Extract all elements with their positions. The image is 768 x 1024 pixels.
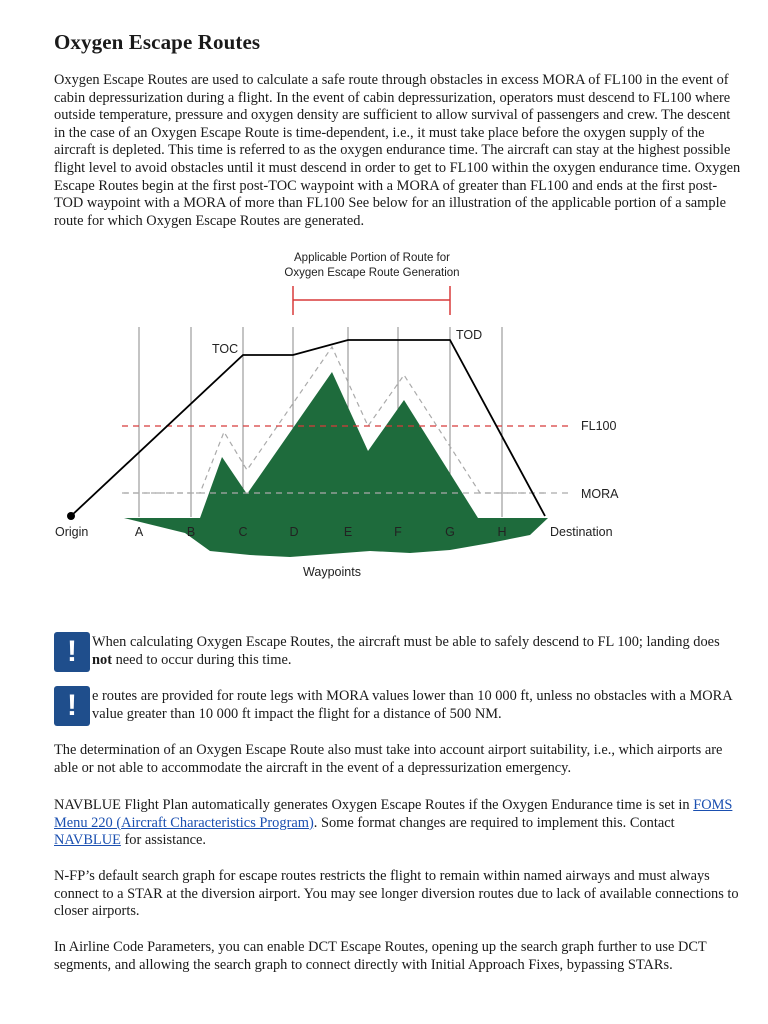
diagram-caption-line2: Oxygen Escape Route Generation	[284, 267, 460, 279]
note1-text-start: When calculating Oxygen Escape Routes, the aircraft must be able to safely descend to FL 100; landing does	[92, 634, 720, 650]
toc-label: TOC	[212, 342, 239, 356]
exclamation-icon: !	[54, 632, 90, 672]
airline-code-parameters-paragraph: In Airline Code Parameters, you can enable DCT Escape Routes, opening up the search graph further to use DCT segments, and allowing the search graph to connect directly with Initial Approach Fixes, bypassing STARs.	[54, 939, 707, 973]
navblue-text-1: NAVBLUE Flight Plan automatically generates Oxygen Escape Routes if the Oxygen Endurance time is set in	[54, 797, 694, 813]
waypoint-label-d: D	[289, 525, 299, 539]
navblue-contact-link[interactable]: NAVBLUE	[54, 832, 121, 849]
foms-menu-220-link[interactable]: FOMS Menu 220 (Aircraft Characteristics Program)	[54, 797, 733, 831]
fl100-label: FL100	[581, 419, 617, 433]
oxygen-escape-route-diagram	[50, 245, 630, 585]
waypoint-label-c: C	[238, 525, 248, 539]
diagram-caption-line1: Applicable Portion of Route for	[294, 252, 450, 264]
destination-label: Destination	[550, 525, 613, 539]
note1-text-bold: not	[92, 651, 112, 668]
nfp-search-graph-paragraph: N-FP’s default search graph for escape routes restricts the flight to remain within named airways and must always connect to a STAR at the diversion airport. You may see longer diversion routes due to lack of available connections to closer airports.	[54, 868, 739, 920]
note-descend-fl100	[92, 634, 732, 669]
note-mora-values: e routes are provided for route legs with MORA values lower than 10 000 ft, unless no obstacles with a MORA value greater than 10 000 ft impact the flight for a distance of 500 NM.	[92, 688, 732, 722]
waypoint-label-h: H	[497, 525, 507, 539]
origin-label: Origin	[55, 525, 89, 539]
waypoint-label-a: A	[134, 525, 144, 539]
intro-paragraph: Oxygen Escape Routes are used to calculate a safe route through obstacles in excess MORA of FL100 in the event of cabin depressurization during a flight. In the event of cabin depressurization, operators must descend to FL100 where outside temperature, pressure and oxygen density are sufficient to allow survival of passengers and crew. The descent in the case of an Oxygen Escape Route is time-dependent, i.e., it must take place before the oxygen supply of the aircraft is depleted. This time is referred to as the oxygen endurance time. The aircraft can stay at the highest possible flight level to avoid obstacles until it must descend in order to get to FL100 within the oxygen endurance time. Oxygen Escape Routes begin at the first post-TOC waypoint with a MORA of greater than FL100 and ends at the first post-TOD waypoint with a MORA of more than FL100 See below for an illustration of the applicable portion of a sample route for which Oxygen Escape Routes are generated.	[54, 72, 741, 229]
page-title: Oxygen Escape Routes	[54, 30, 261, 54]
waypoints-axis-label: Waypoints	[303, 565, 361, 579]
applicable-portion-bracket	[293, 286, 450, 315]
waypoint-label-f: F	[394, 525, 402, 539]
waypoint-label-b: B	[186, 525, 196, 539]
navblue-text-3: for assistance.	[120, 832, 207, 849]
origin-point	[67, 512, 75, 520]
mora-label: MORA	[581, 487, 619, 501]
note1-text-end: need to occur during this time.	[112, 651, 292, 668]
waypoint-label-e: E	[343, 525, 353, 539]
airport-suitability-paragraph: The determination of an Oxygen Escape Route also must take into account airport suitability, i.e., which airports are able or not able to accommodate the aircraft in the event of a depressurization emergency.	[54, 742, 723, 776]
navblue-paragraph	[54, 797, 744, 850]
navblue-text-2: . Some format changes are required to implement this. Contact	[313, 814, 675, 831]
tod-label: TOD	[456, 328, 483, 342]
waypoint-label-g: G	[445, 525, 455, 539]
exclamation-icon: !	[54, 686, 90, 726]
